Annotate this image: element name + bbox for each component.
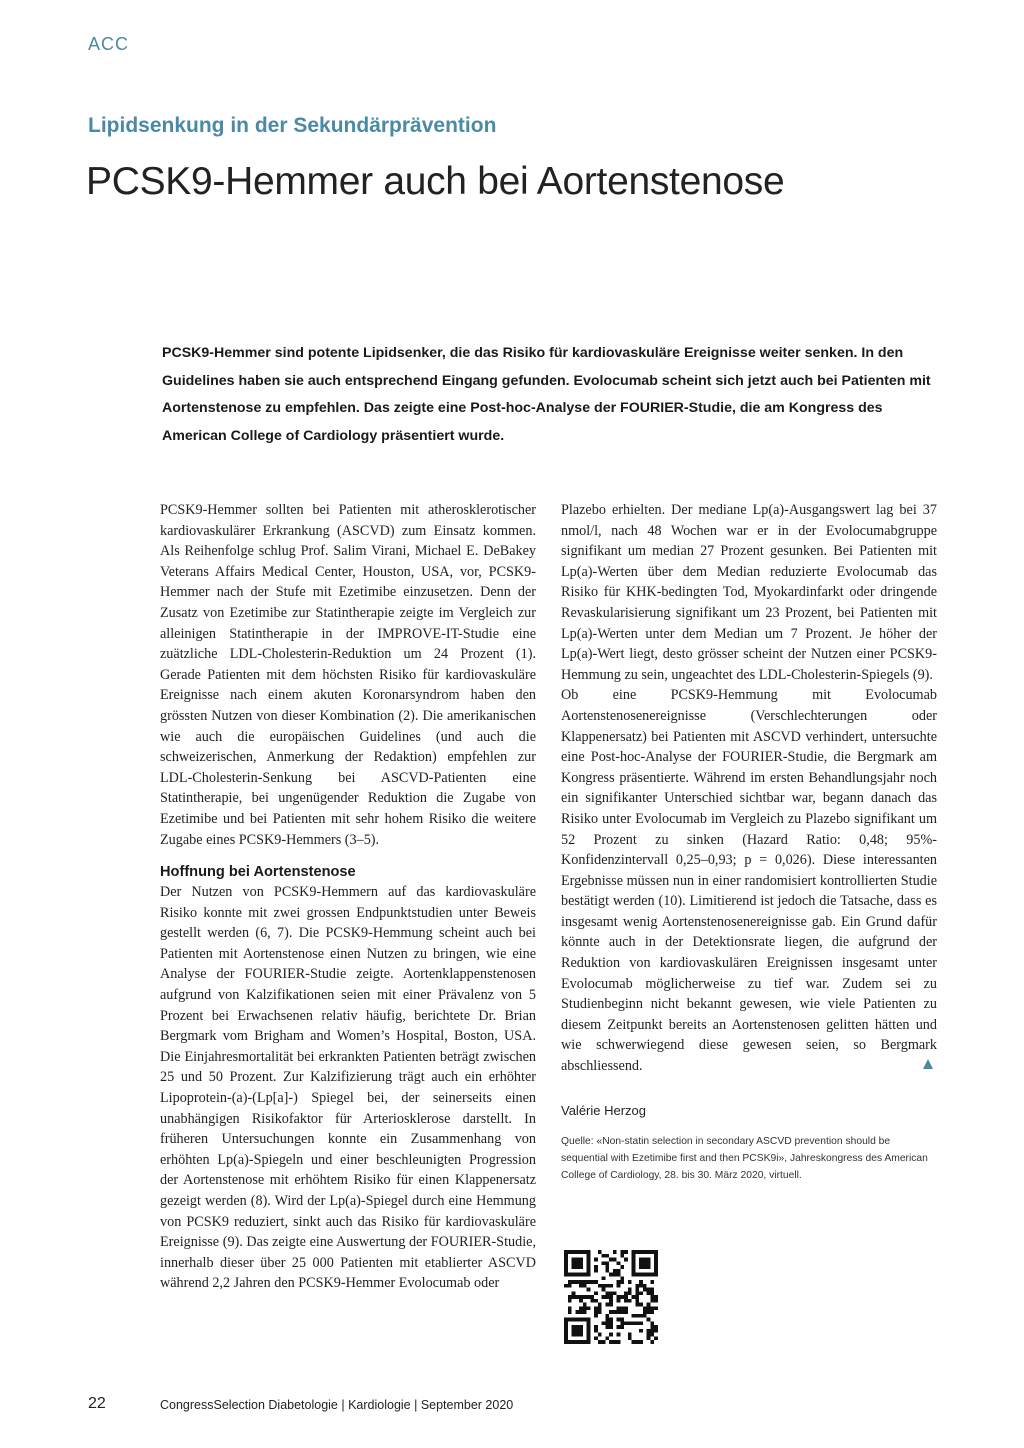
body-column-right (561, 500, 937, 1184)
article-kicker: Lipidsenkung in der Sekundärprävention (88, 114, 497, 137)
body-column-left (160, 500, 536, 1294)
source-note: Quelle: «Non-statin selection in secondary ASCVD prevention should be sequential with Ezetimibe first and then PCSK9i», Jahreskongress des American College of Cardiology, 28. bis 30. März 2020, virtuell. (561, 1136, 928, 1182)
qr-code-icon (564, 1250, 658, 1344)
article-lead: PCSK9-Hemmer sind potente Lipidsenker, die das Risiko für kardiovaskuläre Ereignisse weiter senken. In den Guidelines haben sie auch entsprechend Eingang gefunden. Evolocumab scheint sich jetzt auch bei Patienten mit Aortenstenose zu empfehlen. Das zeigte eine Post-hoc-Analyse der FOURIER-Studie, die am Kongress des American College of Cardiology präsentiert wurde. (162, 345, 931, 444)
body-paragraph-text: Ob eine PCSK9-Hemmung mit Evolocumab Aortenstenosenereignisse (Verschlechterungen oder Klappenersatz) bei Patienten mit ASCVD verhindert, untersuchte eine Post-hoc-Analyse der FOURIER-Studie, die Bergmark am Kongress präsentierte. Während im ersten Behandlungsjahr noch ein signifikanter Unterschied sichtbar war, begann danach das Risiko unter Evolocumab im Vergleich zu Plazebo signifikant um 52 Prozent zu sinken (Hazard Ratio: 0,48; 95%-Konfidenzintervall 0,25–0,93; p = 0,026). Diese interessanten Ergebnisse müssen nun in einer randomisiert kontrollierten Studie bestätigt werden (10). Limitierend ist jedoch die Tatsache, dass es insgesamt wenig Aortenstenosenereignisse gab. Ein Grund dafür könnte auch in der Detektionsrate liegen, die aufgrund der Reduktion von kardiovaskulären Ereignissen insgesamt unter Evolocumab möglicherweise zu tief war. Zudem sei zu Studienbeginn nicht bekannt gewesen, wie viele Patienten zu diesem Zeitpunkt bereits an Aortenstenosen gelitten hätten und wie schwerwiegend diese gewesen seien, so Bergmark abschliessend. (561, 687, 937, 1075)
body-paragraph: PCSK9-Hemmer sollten bei Patienten mit atherosklerotischer kardiovaskulärer Erkrankung (ASCVD) zum Einsatz kommen. Als Reihenfolge schlug Prof. Salim Virani, Michael E. DeBakey Veterans Affairs Medical Center, Houston, USA, vor, PCSK9-Hemmer nach der Stufe mit Ezetimibe einzusetzen. Denn der Zusatz von Ezetimibe zur Statintherapie zeigte im Vergleich zur alleinigen Statintherapie in der IMPROVE-IT-Studie eine zuätzliche LDL-Cholesterin-Reduktion um 24 Prozent (1). Gerade Patienten mit dem höchsten Risiko für kardiovaskuläre Ereignisse nach einem akuten Koronarsyndrom haben den grössten Nutzen von dieser Kombination (2). Die amerikanischen wie auch die europäischen Guidelines (und auch die schweizerischen, Anmerkung der Redaktion) empfehlen zur LDL-Cholesterin-Senkung bei ASCVD-Patienten eine Statintherapie, bei ungenügender Reduktion die Zugabe von Ezetimibe und bei Patienten mit sehr hohem Risiko die weitere Zugabe eines PCSK9-Hemmers (3–5). (160, 502, 536, 848)
article-end-triangle-icon (923, 1059, 933, 1069)
publication-footer: CongressSelection Diabetologie | Kardiologie | September 2020 (160, 1398, 514, 1412)
body-paragraph (561, 685, 937, 1076)
body-paragraph: Plazebo erhielten. Der mediane Lp(a)-Ausgangswert lag bei 37 nmol/l, nach 48 Wochen war er in der Evolocumabgruppe signifikant um median 27 Prozent gesunken. Bei Patienten mit Lp(a)-Werten über dem Median reduzierte Evolocumab das Risiko für KHK-bedingten Tod, Myokardinfarkt oder dringende Revaskularisierung signifikant um 23 Prozent, bei Patienten mit Lp(a)-Werten unter dem Median um 7 Prozent. Je höher der Lp(a)-Wert liegt, desto grösser scheint der Nutzen einer PCSK9-Hemmung zu sein, ungeachtet des LDL-Cholesterin-Spiegels (9). (561, 502, 937, 683)
section-subhead: Hoffnung bei Aortenstenose (160, 864, 356, 881)
body-paragraph: Der Nutzen von PCSK9-Hemmern auf das kardiovaskuläre Risiko konnte mit zwei grossen Endpunktstudien unter Beweis gestellt werden (6, 7). Die PCSK9-Hemmung scheint auch bei Patienten mit Aortenstenose einen Nutzen zu bringen, wie eine Analyse der FOURIER-Studie zeigte. Aortenklappenstenosen aufgrund von Kalzifikationen seien mit einer Prävalenz von 5 Prozent bei Erwachsenen relativ häufig, berichtete Dr. Brian Bergmark vom Brigham and Women’s Hospital, Boston, USA. Die Einjahresmortalität bei erkrankten Patienten beträgt zwischen 25 und 50 Prozent. Zur Kalzifizierung trägt auch ein erhöhter Lipoprotein-(a)-(Lp[a]-) Spiegel bei, der seinerseits einen unabhängigen Risikofaktor für Arteriosklerose darstellt. In früheren Untersuchungen konnte ein Zusammenhang von erhöhten Lp(a)-Spiegeln und einer beschleunigten Progression der Aortenstenose mit erhöhtem Risiko für einen Klappenersatz gezeigt werden (8). Wird der Lp(a)-Spiegel durch eine Hemmung von PCSK9 reduziert, sinkt auch das Risiko für kardiovaskuläre Ereignisse (9). Das zeigte eine Auswertung der FOURIER-Studie, innerhalb dieser über 25 000 Patienten mit etablierter ASCVD während 2,2 Jahren den PCSK9-Hemmer Evolocumab oder (160, 884, 536, 1292)
article-headline: PCSK9-Hemmer auch bei Aortenstenose (86, 160, 785, 203)
author-name: Valérie Herzog (561, 1102, 647, 1118)
page-number: 22 (88, 1395, 106, 1412)
section-label: ACC (88, 34, 130, 54)
